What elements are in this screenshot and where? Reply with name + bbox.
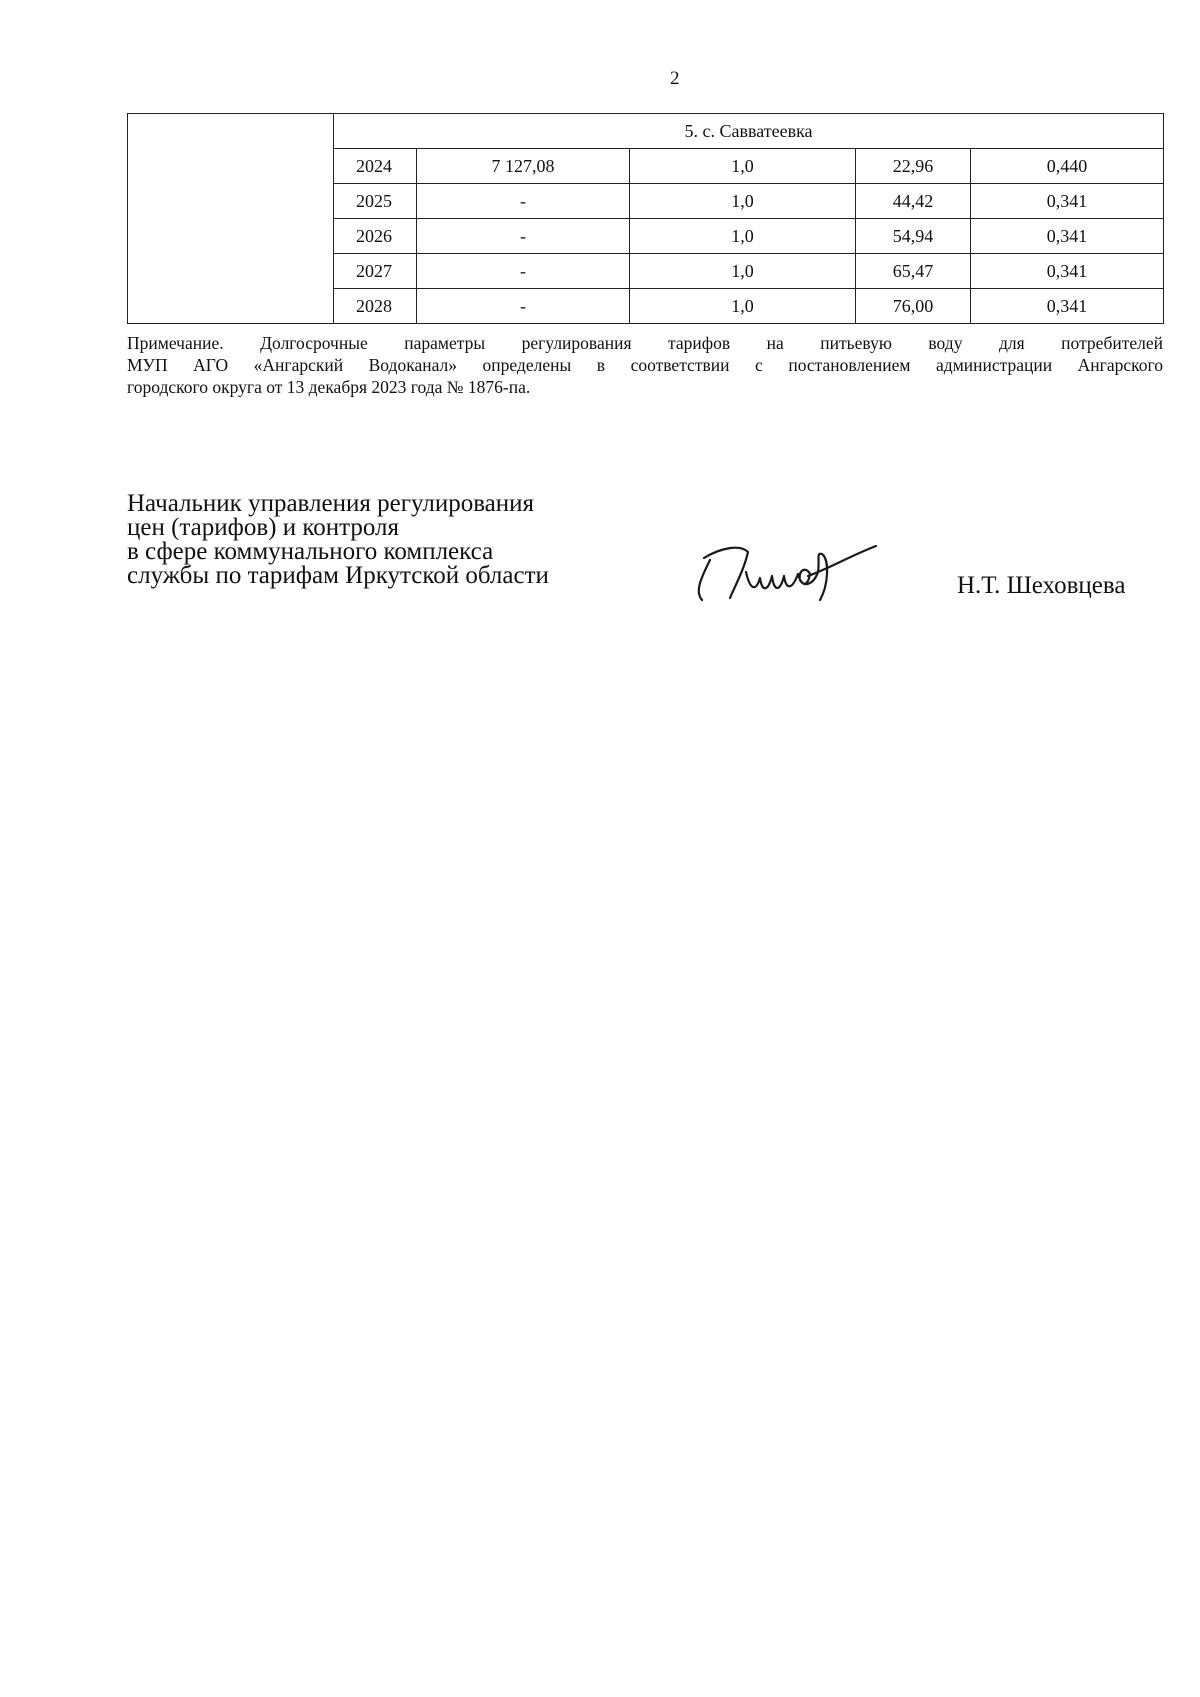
cell-year: 2026	[334, 219, 417, 254]
page-number: 2	[670, 68, 680, 89]
cell-col2: -	[417, 289, 630, 324]
cell-col3: 1,0	[630, 289, 856, 324]
cell-col3: 1,0	[630, 254, 856, 289]
cell-year: 2025	[334, 184, 417, 219]
cell-col4: 44,42	[856, 184, 971, 219]
note-line: городского округа от 13 декабря 2023 года № 1876-па.	[127, 377, 531, 397]
cell-year: 2024	[334, 149, 417, 184]
cell-col2: -	[417, 184, 630, 219]
position-line: цен (тарифов) и контроля	[127, 514, 399, 541]
tariff-table	[127, 113, 1164, 324]
cell-col5: 0,341	[971, 289, 1164, 324]
cell-year: 2027	[334, 254, 417, 289]
cell-col2: -	[417, 254, 630, 289]
note-paragraph	[127, 332, 1163, 398]
table-section-row	[128, 114, 1164, 149]
position-line: Начальник управления регулирования	[127, 490, 535, 517]
cell-col4: 54,94	[856, 219, 971, 254]
cell-year: 2028	[334, 289, 417, 324]
cell-col4: 76,00	[856, 289, 971, 324]
signer-name: Н.Т. Шеховцева	[957, 572, 1126, 599]
signer-position	[127, 492, 549, 588]
table-blank-cell	[128, 114, 334, 324]
cell-col4: 65,47	[856, 254, 971, 289]
cell-col3: 1,0	[630, 219, 856, 254]
cell-col3: 1,0	[630, 184, 856, 219]
cell-col2: 7 127,08	[417, 149, 630, 184]
cell-col5: 0,341	[971, 184, 1164, 219]
cell-col4: 22,96	[856, 149, 971, 184]
cell-col3: 1,0	[630, 149, 856, 184]
cell-col2: -	[417, 219, 630, 254]
note-line: Примечание. Долгосрочные параметры регулирования тарифов на питьевую воду для потребителей	[127, 333, 1163, 353]
cell-col5: 0,341	[971, 219, 1164, 254]
handwritten-signature	[690, 530, 910, 610]
section-title: 5. с. Савватеевка	[334, 114, 1164, 149]
note-line: МУП АГО «Ангарский Водоканал» определены в соответствии с постановлением администрации Ангарского	[127, 355, 1163, 375]
position-line: в сфере коммунального комплекса	[127, 538, 494, 565]
position-line: службы по тарифам Иркутской области	[127, 562, 549, 589]
cell-col5: 0,440	[971, 149, 1164, 184]
cell-col5: 0,341	[971, 254, 1164, 289]
